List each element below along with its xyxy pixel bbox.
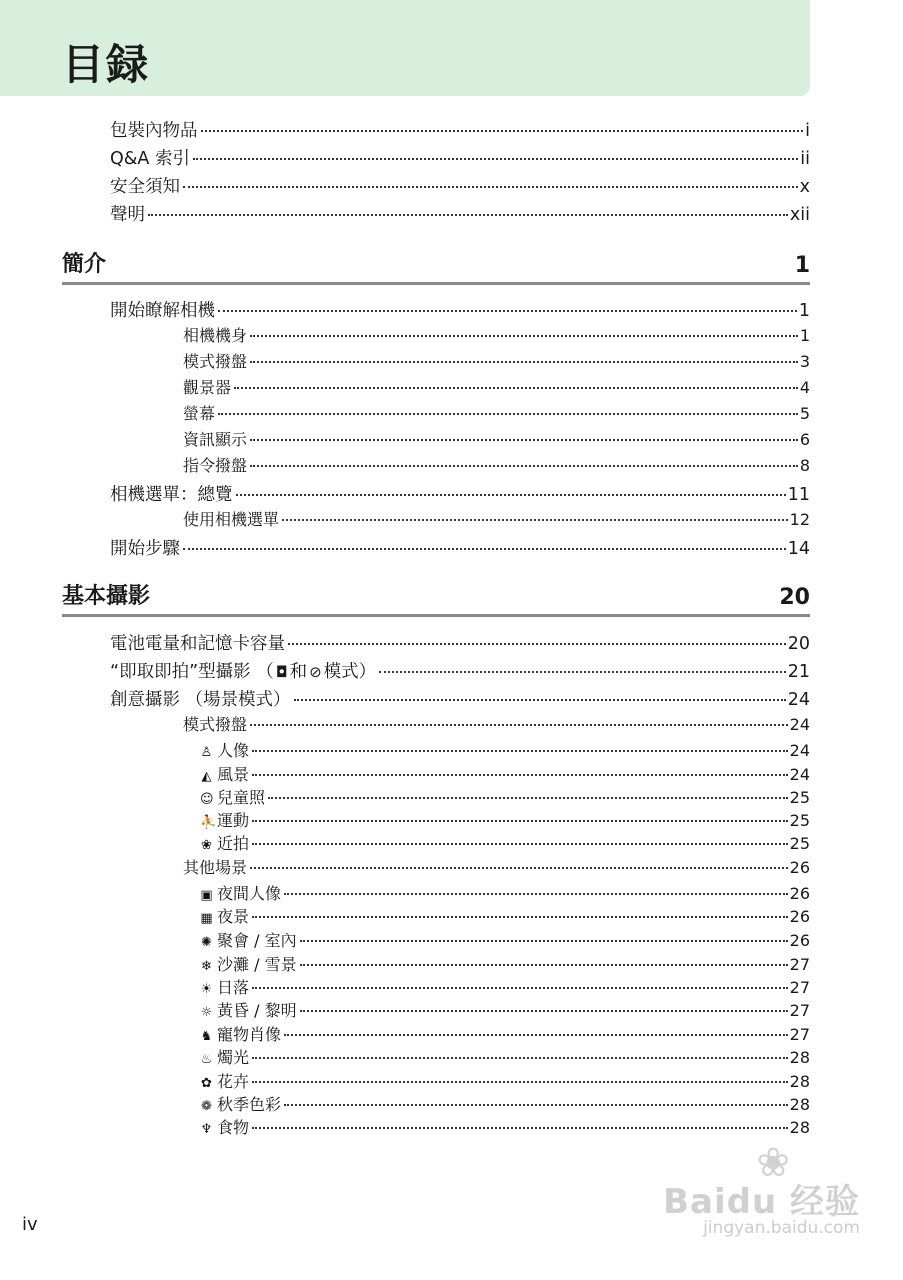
toc-entry[interactable] <box>200 906 810 930</box>
section-page: 1 <box>794 253 810 278</box>
dot-leader <box>234 387 798 389</box>
toc-entry-page: ii <box>800 149 810 169</box>
toc-entry[interactable] <box>183 509 810 531</box>
dot-leader <box>183 548 786 550</box>
dot-leader <box>252 1081 788 1083</box>
dusk-dawn-icon: ☼ <box>200 1005 213 1020</box>
dot-leader <box>236 494 786 496</box>
toc-entry-page: 1 <box>798 301 810 321</box>
dot-leader <box>218 310 797 312</box>
toc-entry-label-part: 和 <box>289 662 308 682</box>
toc-entry-page: 26 <box>789 884 810 903</box>
toc-entry-label: 人像 <box>217 741 250 760</box>
toc-entry[interactable] <box>200 977 810 1001</box>
toc-entry[interactable] <box>200 954 810 978</box>
dot-leader <box>148 214 788 216</box>
toc-entry[interactable] <box>110 633 810 655</box>
toc-entry-label: 花卉 <box>217 1072 250 1091</box>
toc-entry[interactable] <box>110 204 810 226</box>
dot-leader <box>252 750 788 752</box>
toc-entry[interactable] <box>200 1117 810 1141</box>
toc-entry-page: 24 <box>787 690 810 710</box>
toc-entry-label: 模式撥盤 <box>183 715 248 734</box>
toc-entry-page: 26 <box>789 858 810 877</box>
toc-entry-label: 開始瞭解相機 <box>110 301 215 321</box>
toc-entry-page: 28 <box>789 1072 810 1091</box>
dot-leader <box>284 1104 788 1106</box>
dot-leader <box>250 361 798 363</box>
toc-entry-label: 風景 <box>217 765 250 784</box>
toc-entry-page: 25 <box>789 834 810 853</box>
toc-entry[interactable] <box>110 120 810 142</box>
dot-leader <box>252 1057 788 1059</box>
toc-entry-page: 27 <box>789 955 810 974</box>
toc-entry-page: 28 <box>789 1048 810 1067</box>
toc-entry-page: 12 <box>789 510 810 529</box>
toc-entry[interactable] <box>183 455 810 477</box>
toc-entry-label: 夜景 <box>217 907 250 926</box>
toc-entry-label: 黃昏 / 黎明 <box>217 1001 297 1020</box>
toc-entry[interactable] <box>110 300 810 322</box>
dot-leader <box>284 1034 788 1036</box>
dot-leader <box>252 843 788 845</box>
dot-leader <box>250 439 798 441</box>
toc-entry[interactable] <box>200 1000 810 1024</box>
toc-entry[interactable] <box>200 764 810 788</box>
toc-entry-label: 安全須知 <box>110 177 180 197</box>
toc-entry-page: 27 <box>789 1025 810 1044</box>
toc-entry-label: 使用相機選單 <box>183 510 280 529</box>
sports-icon: ⛹ <box>200 815 217 830</box>
toc-entry-page: 11 <box>787 485 810 505</box>
toc-entry[interactable] <box>110 484 810 506</box>
toc-entry-page: 3 <box>799 352 810 371</box>
toc-entry-label: 聲明 <box>110 205 145 225</box>
toc-entry-label: 食物 <box>217 1118 250 1137</box>
toc-entry-label: 秋季色彩 <box>217 1095 282 1114</box>
toc-entry-page: 6 <box>799 430 810 449</box>
toc-entry-label: 兒童照 <box>217 788 266 807</box>
toc-entry-label: 資訊顯示 <box>183 430 248 449</box>
toc-entry[interactable] <box>110 176 810 198</box>
page-number: iv <box>22 1214 38 1235</box>
toc-entry[interactable] <box>200 1024 810 1048</box>
auto-mode-icon: ◘ <box>275 663 288 681</box>
toc-entry-label: 夜間人像 <box>217 884 282 903</box>
toc-entry-label: 電池電量和記憶卡容量 <box>110 634 285 654</box>
toc-entry-page: xii <box>789 205 810 225</box>
toc-entry-label: Q&A 索引 <box>110 149 190 169</box>
toc-entry[interactable] <box>200 833 810 857</box>
paw-icon: ❀ <box>756 1140 790 1186</box>
toc-entry[interactable] <box>110 689 810 711</box>
toc-entry-label <box>110 661 376 683</box>
section-heading[interactable] <box>62 570 810 617</box>
toc-entry-label: 創意攝影 （場景模式） <box>110 690 291 710</box>
toc-entry-label-part: 模式） <box>323 662 377 682</box>
toc-entry-label: 寵物肖像 <box>217 1025 282 1044</box>
dot-leader <box>300 940 788 942</box>
toc-entry-page: 24 <box>789 715 810 734</box>
toc-entry-label: 日落 <box>217 978 250 997</box>
toc-entry[interactable] <box>183 377 810 399</box>
food-icon: ♆ <box>200 1122 213 1137</box>
toc-entry-page: 1 <box>799 326 810 345</box>
toc-entry[interactable] <box>200 883 810 907</box>
dot-leader <box>250 724 788 726</box>
toc-entry-page: 27 <box>789 978 810 997</box>
dot-leader <box>268 797 788 799</box>
dot-leader <box>193 158 798 160</box>
pet-portrait-icon: ♞ <box>200 1029 213 1044</box>
dot-leader <box>252 820 788 822</box>
toc-entry-label: 近拍 <box>217 834 250 853</box>
toc-entry-page: 27 <box>789 1001 810 1020</box>
flash-off-mode-icon: ⊘ <box>309 663 322 681</box>
dot-leader <box>183 186 798 188</box>
child-icon: ☺ <box>200 792 214 807</box>
watermark-logo: Baidu 经验 <box>663 1182 860 1222</box>
blossom-icon: ✿ <box>201 1076 212 1091</box>
toc-entry[interactable] <box>183 429 810 451</box>
toc-entry-page: 25 <box>789 788 810 807</box>
dot-leader <box>250 867 788 869</box>
toc-entry-page: x <box>799 177 810 197</box>
toc-entry-label: 模式撥盤 <box>183 352 248 371</box>
toc-entry-page: 5 <box>799 404 810 423</box>
dot-leader <box>252 1127 788 1129</box>
toc-entry-label: 運動 <box>217 811 250 830</box>
party-indoor-icon: ✺ <box>201 935 212 950</box>
toc-entry-page: 28 <box>789 1095 810 1114</box>
toc-entry[interactable] <box>183 714 810 736</box>
beach-snow-icon: ❄ <box>201 959 212 974</box>
autumn-colors-icon: ❁ <box>201 1099 212 1114</box>
toc-entry-label: 指令撥盤 <box>183 456 248 475</box>
dot-leader <box>379 671 786 673</box>
toc-entry-label: 聚會 / 室內 <box>217 931 297 950</box>
toc-entry-page: 8 <box>799 456 810 475</box>
dot-leader <box>201 130 804 132</box>
toc-entry[interactable] <box>183 325 810 347</box>
toc-entry[interactable] <box>110 661 810 683</box>
toc-entry[interactable] <box>200 740 810 764</box>
landscape-icon: ◭ <box>201 769 212 784</box>
toc-entry[interactable] <box>200 787 810 811</box>
dot-leader <box>252 774 788 776</box>
watermark-url: jingyan.baidu.com <box>703 1218 860 1238</box>
toc-entry-label: 相機選單：總覽 <box>110 485 233 505</box>
toc-entry-page: i <box>805 121 810 141</box>
watermark <box>640 1140 860 1250</box>
sunset-icon: ☀ <box>200 982 213 997</box>
toc-entry[interactable] <box>200 930 810 954</box>
dot-leader <box>250 335 798 337</box>
toc-entry-label: 相機機身 <box>183 326 248 345</box>
toc-entry-label: 沙灘 / 雪景 <box>217 955 297 974</box>
toc-entry-label: 開始步驟 <box>110 539 180 559</box>
toc-entry-label: 螢幕 <box>183 404 216 423</box>
toc-entry[interactable] <box>200 1047 810 1071</box>
toc-entry-page: 4 <box>799 378 810 397</box>
toc-entry-page: 14 <box>787 539 810 559</box>
dot-leader <box>250 465 798 467</box>
night-landscape-icon: ▦ <box>200 911 213 926</box>
toc-entry-page: 20 <box>787 634 810 654</box>
dot-leader <box>300 964 788 966</box>
toc-entry[interactable] <box>183 351 810 373</box>
toc-entry-page: 24 <box>789 765 810 784</box>
toc-entry-page: 24 <box>789 741 810 760</box>
toc-entry[interactable] <box>110 538 810 560</box>
section-heading[interactable] <box>62 238 810 285</box>
section-title: 基本攝影 <box>62 584 151 609</box>
toc-entry-page: 28 <box>789 1118 810 1137</box>
dot-leader <box>218 413 798 415</box>
dot-leader <box>288 643 786 645</box>
dot-leader <box>294 699 786 701</box>
page-title: 目録 <box>62 40 151 89</box>
toc-entry-page: 26 <box>789 907 810 926</box>
portrait-icon: ♙ <box>200 745 213 760</box>
toc-entry-page: 21 <box>787 662 810 682</box>
dot-leader <box>284 893 788 895</box>
section-page: 20 <box>779 585 810 610</box>
toc-entry[interactable] <box>183 403 810 425</box>
dot-leader <box>282 519 788 521</box>
toc-entry-label: 其他場景 <box>183 858 248 877</box>
toc-entry[interactable] <box>183 857 810 879</box>
dot-leader <box>252 987 788 989</box>
toc-entry-label: 觀景器 <box>183 378 232 397</box>
toc-entry-page: 26 <box>789 931 810 950</box>
section-title: 簡介 <box>62 252 107 277</box>
toc-entry-label-part: “即取即拍”型攝影 （ <box>110 662 274 682</box>
dot-leader <box>300 1010 788 1012</box>
toc-entry[interactable] <box>200 1071 810 1095</box>
toc-entry-page: 25 <box>789 811 810 830</box>
toc-entry-label: 燭光 <box>217 1048 250 1067</box>
toc-entry[interactable] <box>200 810 810 834</box>
night-portrait-icon: ▣ <box>200 888 213 903</box>
candlelight-icon: ♨ <box>200 1052 213 1067</box>
toc-entry-label: 包裝內物品 <box>110 121 198 141</box>
dot-leader <box>252 916 788 918</box>
toc-entry[interactable] <box>110 148 810 170</box>
toc-entry[interactable] <box>200 1094 810 1118</box>
close-up-icon: ❀ <box>201 838 212 853</box>
